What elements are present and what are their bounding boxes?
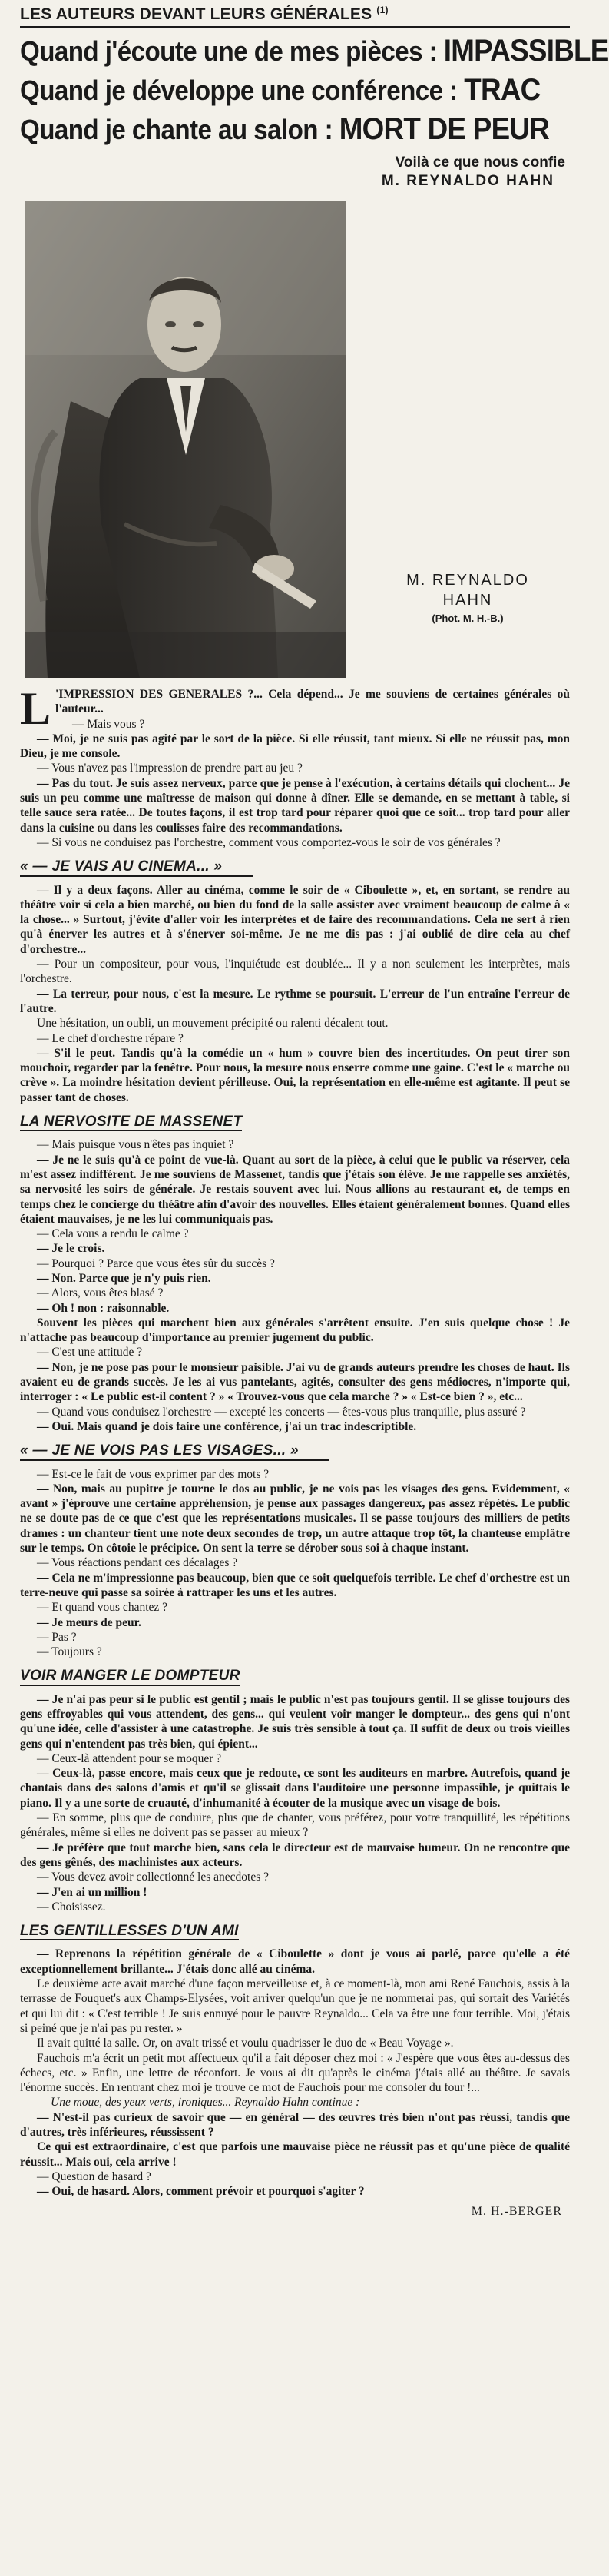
section-heading: VOIR MANGER LE DOMPTEUR [20,1668,240,1685]
question: — Et quand vous chantez ? [37,1601,168,1615]
headline-line-2 [20,73,541,107]
article-section [20,1914,570,2095]
answer: — Oui, de hasard. Alors, comment prévoir et pourquoi s'agiter ? [37,2185,365,2199]
question: — Si vous ne conduisez pas l'orchestre, comment vous comportez-vous le soir de vos générales ? [37,835,501,849]
section-heading: LES GENTILLESSES D'UN AMI [20,1924,239,1940]
answer: — S'il le peut. Tandis qu'à la comédie un « hum » couvre bien des incertitudes. On peut tirer son mouchoir, regarder par la fenêtre. Pour nous, la mesure nous enserre comme une gaine. C'est le « marche ou crève ». La moindre hésitation devient périlleuse. Oui, la représentation en elle-même est agitante. Il peut se passer tant de choses. [20,1046,570,1104]
caption-name-line-1: M. REYNALDO [406,572,529,589]
headline-line-1 [20,34,609,68]
headline-1-key: IMPASSIBLE [443,34,609,68]
headline-1-lead: Quand j'écoute une de mes pièces : [20,35,444,67]
question: — Question de hasard ? [37,2169,151,2183]
answer: — Reprenons la répétition générale de « Ciboulette » dont je vous ai parlé, parce qu'elle a été exceptionnellement brillante... J'étais donc allé au cinéma. [20,1947,570,1976]
article [20,5,609,2219]
question: — Quand vous conduisez l'orchestre — excepté les concerts — êtes-vous plus tranquille, plus assuré ? [37,1405,526,1419]
portrait-photo [25,201,346,678]
question: — Pourquoi ? Parce que vous êtes sûr du succès ? [37,1256,275,1270]
question: — Est-ce le fait de vous exprimer par des mots ? [37,1467,270,1481]
article-body [20,683,570,2219]
answer: — Ceux-là, passe encore, mais ceux que je redoute, ce sont les auditeurs en marbre. Autrefois, quand je chantais dans des salons d'amis et qu'il se glissait dans l'auditoire une personne impassible, je quittais le piano. Il y a une sorte de cruauté, d'inhumanité à écouter de la musique avec un visage de bois. [20,1767,570,1810]
footnote-marker: (1) [376,5,389,15]
question: — Cela vous a rendu le calme ? [37,1227,189,1241]
answer: — La terreur, pour nous, c'est la mesure. Le rythme se poursuit. L'erreur de l'un entraîne l'erreur de l'autre. [20,987,570,1015]
sections-container [20,850,570,2095]
question: — Pour un compositeur, pour vous, l'inquiétude est doublée... Il y a non seulement les interprètes, mais l'orchestre. [20,958,570,986]
headline-3-lead: Quand je chante au salon : [20,114,339,145]
answer: — Oui. Mais quand je dois faire une conférence, j'ai un trac indescriptible. [37,1419,417,1433]
question: Le deuxième acte avait marché d'une façon merveilleuse et, à ce moment-là, mon ami René Fauchois, assis à la terrasse de Fouquet's aux Champs-Elysées, voit arriver quelqu'un que je ne nommerai pas, qui sortait des Variétés et qui lui dit : « C'est terrible ! Je suis ennuyé pour le pauvre Reynaldo... Cela va être une four terrible. Moi, j'étais si peiné que je n'ai pas pu rester. » [20,1977,570,2035]
section-heading: « — JE VAIS AU CINEMA... » [20,859,253,876]
question: — C'est une attitude ? [37,1346,143,1359]
answer: — Moi, je ne suis pas agité par le sort de la pièce. Si elle réussit, tant mieux. Si elle ne réussit pas, mon Dieu, je me console. [20,732,570,761]
answer: — N'est-il pas curieux de savoir que — en général — des œuvres très bien n'ont pas réussi, tandis que d'autres, très inférieures, réussissent ? [20,2110,570,2139]
answer: — Je n'ai pas peur si le public est gentil ; mais le public n'est pas toujours gentil. Il se glisse toujours des gens effroyables qui vous attendent, des gens... qui veulent voir manger le dompteur... des gens qui n'ont qu'une idée, celle d'assister à une catastrophe. Je suis très sensible à tout ça. Il suffit de deux ou trois vieilles gens qui n'entendent pas très bien, qui épient... [20,1692,570,1751]
answer: — Non, mais au pupitre je tourne le dos au public, je ne vois pas les visages des gens. Evidemment, « avant » j'éprouve une certaine appréhension, je pense aux passages dangereux, pas assez répétés. Le public ne se doute pas de ce que c'est que les représentations musicales. Il se passe toujours des milliers de petits drames : un chanteur tient une note deux secondes de trop, un autre attaque trop tôt, la chanteuse emplâtre sur le temps. On côtoie le précipice. On sent la terre se dérober sous soi à chaque instant. [20,1482,570,1555]
question: — Pas ? [37,1630,77,1644]
answer: — Oh ! non : raisonnable. [37,1301,170,1315]
question: — Le chef d'orchestre répare ? [37,1031,184,1045]
answer: — Il y a deux façons. Aller au cinéma, comme le soir de « Ciboulette », et, en sortant, se rendre au théâtre voir si cela a bien marché, ou bien du fond de la salle assister avec vraiment beaucoup de calme à « la chose... » Surtout, j'évite d'aller voir les interprètes et de faire des recommandations. Cela ne sert à rien qu'à énerver les autres et à s'énerver soi-même. Je ne me dis pas : j'ai oublié de dire cela au chef d'orchestre... [20,883,570,956]
headline-3-key: MORT DE PEUR [339,112,550,146]
section-heading: LA NERVOSITE DE MASSENET [20,1114,242,1131]
answer: — Non, je ne pose pas pour le monsieur paisible. J'ai vu de grands auteurs prendre les choses de haut. Ils avaient eu de grands succès. Je les ai vus pantelants, agités, consulter des gens médiocres, n'importe qui, interroger : « Le public est-il content ? » « Trouvez-vous que cela marche ? » « Est-ce bien ? », etc... [20,1360,570,1404]
article-section [20,850,570,1105]
question: — Choisissez. [37,1900,106,1914]
answer: — Je préfère que tout marche bien, sans cela le directeur est de mauvaise humeur. On ne rencontre que des gens gênés, des machinistes aux acteurs. [20,1841,570,1869]
section-heading: « — JE NE VOIS PAS LES VISAGES... » [20,1443,329,1460]
series-title-text: LES AUTEURS DEVANT LEURS GÉNÉRALES [20,5,372,23]
outro-block [20,2095,570,2199]
headline-block [20,34,609,146]
portrait-illustration [25,201,346,678]
photo-caption [372,570,564,624]
question: — Alors, vous êtes blasé ? [37,1286,164,1300]
answer: — Pas du tout. Je suis assez nerveux, parce que je pense à l'exécution, à certains détails qui clochent... Je suis un peu comme une maîtresse de maison qui donne à dîner. Elle se demande, en se mettant à table, si telle sauce sera ratée... De toutes façons, il est trop tard pour réparer quoi que ce soit... trop tard pour aller dans la cuisine ou dans les coulisses faire des recommandations. [20,776,570,835]
question: — Toujours ? [37,1645,102,1659]
answer: — Je le crois. [37,1242,105,1256]
answer: — Cela ne m'impressionne pas beaucoup, bien que ce soit quelquefois terrible. Le chef d'orchestre est un terre-neuve qui passe sa soirée à rattraper les uns et les autres. [20,1571,570,1599]
paragraph: Ce qui est extraordinaire, c'est que parfois une mauvaise pièce ne réussit pas et qu'une pièce de qualité réussit... Mais oui, cela arrive ! [20,2140,570,2169]
outro-line: Une moue, des yeux verts, ironiques... Reynaldo Hahn continue : [51,2096,360,2110]
headline-line-3 [20,112,550,146]
photo-credit: (Phot. M. H.-B.) [432,612,504,624]
answer: — Je meurs de peur. [37,1615,141,1629]
drop-cap: L [20,683,51,734]
article-section [20,1659,570,1914]
answer: — J'en ai un million ! [37,1885,147,1899]
intro-text: 'IMPRESSION DES GENERALES ?... Cela dépend... Je me souviens de certaines générales où l'auteur... [55,688,570,716]
question: Il avait quitté la salle. Or, on avait trissé et voulu quadrisser le duo de « Beau Voyage ». [37,2037,454,2050]
article-section [20,1105,570,1434]
question: — Ceux-là attendent pour se moquer ? [37,1751,222,1765]
headline-2-lead: Quand je développe une conférence : [20,75,465,106]
answer: — Je ne le suis qu'à ce point de vue-là. Quant au sort de la pièce, à celui que le public va réserver, cela m'est assez indifférent. Je me souviens de Massenet, tandis que j'étais son élève. Je me rappelle ses anxiétés, sa nervosité les soirs de générale. Je restais souvent avec lui. Nous allions au restaurant et, de temps en temps chez le concierge du théâtre afin d'avoir des nouvelles. Elles étaient généralement bonnes. Quand elles étaient mauvaises, je ne les lui communiquais pas. [20,1153,570,1226]
question: — Mais puisque vous n'êtes pas inquiet ? [37,1138,234,1152]
answer: Souvent les pièces qui marchent bien aux générales s'arrêtent ensuite. J'en suis quelque chose ! Je n'attache pas beaucoup d'importance au premier jugement du public. [20,1316,570,1345]
photo-row [20,201,570,678]
headline-2-key: TRAC [464,73,541,107]
question: — Vous devez avoir collectionné les anecdotes ? [37,1871,270,1884]
question: Fauchois m'a écrit un petit mot affectueux qu'il a fait déposer chez moi : « J'espère que vous êtes au-dessus des échecs, etc. » Enfin, une lettre de réconfort. Je vous ai dit qu'après le cinéma j'étais allé au théâtre. Je savais l'énorme succès. En rentrant chez moi je trouve ce mot de Fauchois pour me consoler du four !... [20,2051,570,2095]
author-signature: M. H.-BERGER [471,2204,562,2218]
question: Une hésitation, un oubli, un mouvement précipité ou ralenti décalent tout. [37,1017,389,1031]
byline-confides [20,154,570,191]
series-title [20,5,570,28]
confides-line-2: M. REYNALDO HAHN [381,173,554,189]
question: — En somme, plus que de conduire, plus que de chanter, vous préférez, pour votre tranquillité, les répétitions générales, même si elles ne doivent pas se passer au mieux ? [20,1811,570,1840]
question: — Vous n'avez pas l'impression de prendre part au jeu ? [37,762,303,775]
article-section [20,1434,570,1659]
confides-line-1: Voilà ce que nous confie [395,154,565,171]
question: — Mais vous ? [72,717,145,731]
caption-name-line-2: HAHN [442,592,493,609]
intro-block [20,683,570,850]
answer: — Non. Parce que je n'y puis rien. [37,1271,211,1285]
question: — Vous réactions pendant ces décalages ? [37,1556,238,1570]
